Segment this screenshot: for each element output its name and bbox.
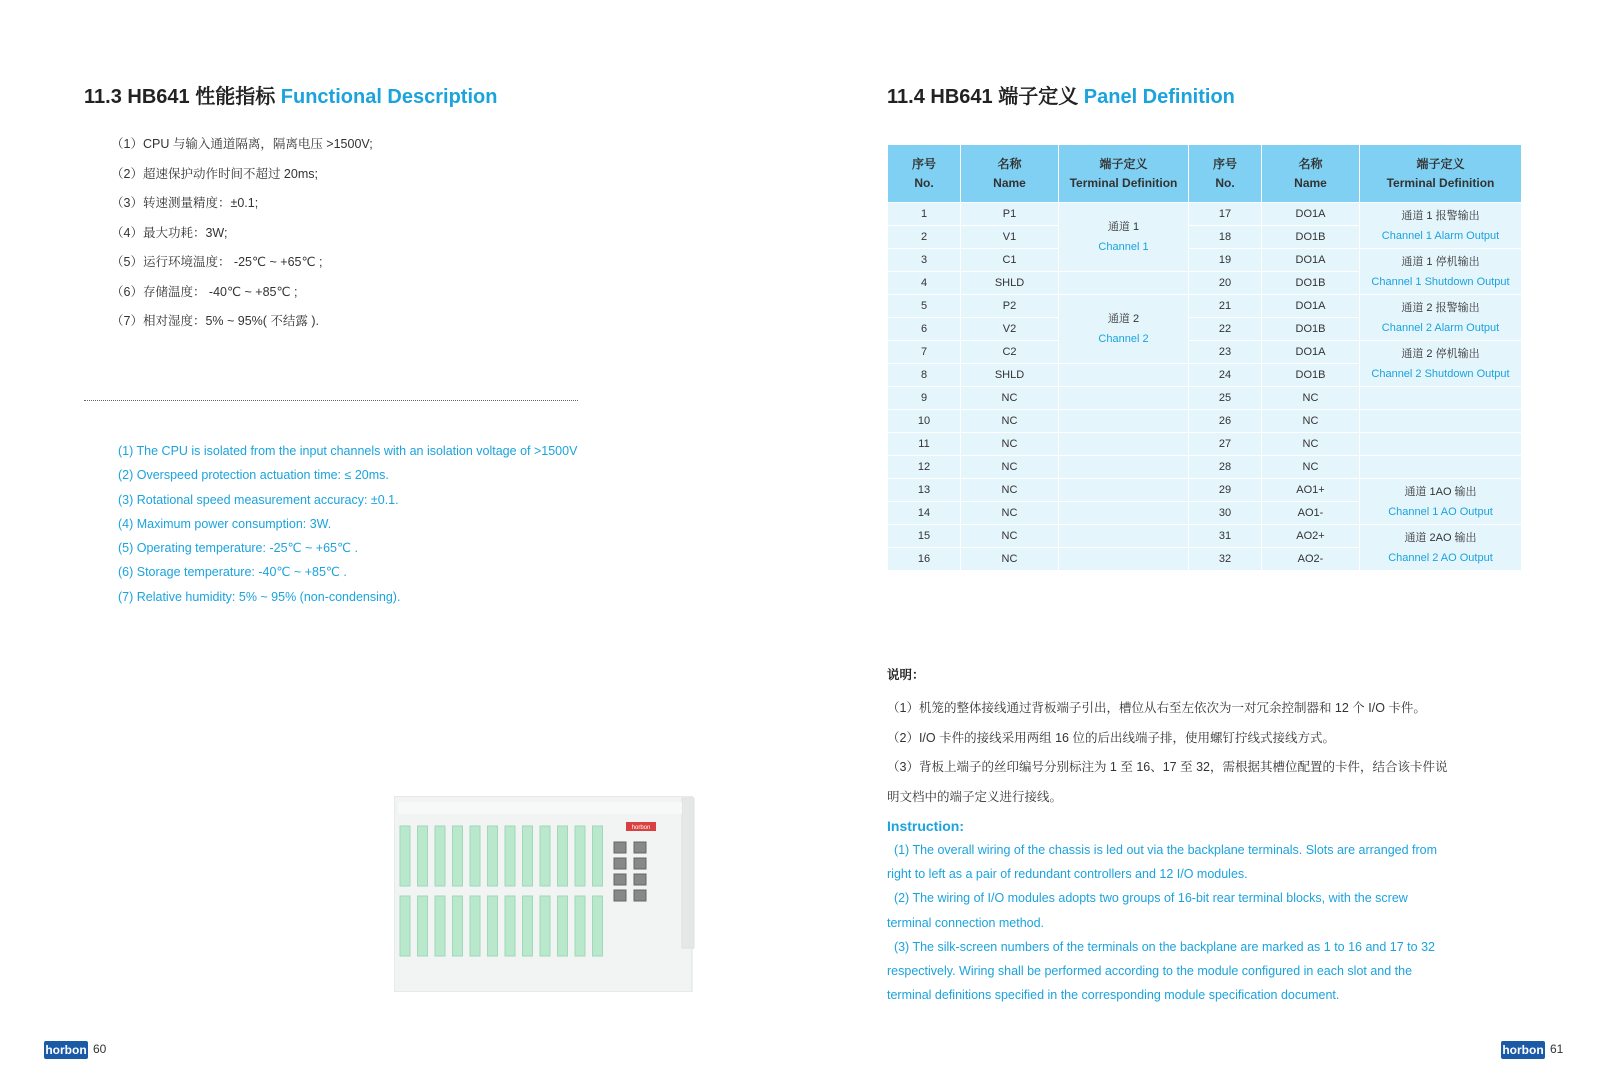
table-row (888, 479, 1522, 502)
left-title-en: Functional Description (280, 86, 498, 108)
cell-definition: 通道 2 Channel 2 (1059, 295, 1189, 364)
device-brand-text: horbon (631, 825, 651, 831)
terminal-block-icon (488, 826, 498, 886)
cell-definition: 通道 1 Channel 1 (1059, 203, 1189, 272)
cell-definition: 通道 2 报警输出 Channel 2 Alarm Output (1360, 295, 1522, 341)
header-definition: 端子定义 Terminal Definition (1059, 145, 1189, 203)
cell-no: 6 (888, 318, 961, 341)
cell-definition: 通道 1 报警输出 Channel 1 Alarm Output (1360, 203, 1522, 249)
cell-name: V1 (961, 226, 1059, 249)
terminal-block-icon (470, 826, 480, 886)
cell-name: AO1- (1262, 502, 1360, 525)
cell-definition-empty (1059, 548, 1189, 571)
cell-name: NC (961, 410, 1059, 433)
note-en: (2) The wiring of I/O modules adopts two groups of 16-bit rear terminal blocks, with the screw (887, 891, 1408, 906)
cell-name: NC (961, 502, 1059, 525)
cell-no: 30 (1189, 502, 1262, 525)
terminal-definition-table (887, 144, 1522, 571)
terminal-block-icon (400, 826, 410, 886)
cell-name: NC (961, 525, 1059, 548)
cell-definition-empty (1059, 502, 1189, 525)
terminal-block-icon (418, 826, 428, 886)
notes-section (887, 665, 1527, 1007)
header-definition: 端子定义 Terminal Definition (1360, 145, 1522, 203)
cell-no: 32 (1189, 548, 1262, 571)
right-section-title (887, 80, 1235, 109)
spec-item-en: (4) Maximum power consumption: 3W. (118, 516, 332, 531)
terminal-block-icon (470, 896, 480, 956)
spec-item-cn: （4）最大功耗：3W; (111, 225, 228, 240)
cell-no: 4 (888, 272, 961, 295)
cell-name: NC (1262, 387, 1360, 410)
spec-item-en: (1) The CPU is isolated from the input channels with an isolation voltage of >1500V (118, 444, 578, 458)
cell-name: DO1B (1262, 272, 1360, 295)
cell-definition-empty (1059, 364, 1189, 387)
terminal-block-icon (505, 826, 515, 886)
cell-no: 20 (1189, 272, 1262, 295)
terminal-block-icon (453, 826, 463, 886)
cell-name: NC (961, 387, 1059, 410)
page-number-right: 61 (1550, 1042, 1564, 1056)
spec-list-cn (111, 137, 373, 344)
terminal-block-icon (435, 826, 445, 886)
cell-name: C1 (961, 249, 1059, 272)
cell-name: NC (1262, 410, 1360, 433)
terminal-block-icon (418, 896, 428, 956)
table-row (888, 387, 1522, 410)
right-title-en: Panel Definition (1083, 86, 1235, 108)
table-row (888, 433, 1522, 456)
terminal-block-icon (488, 896, 498, 956)
dotted-divider (84, 400, 578, 401)
header-name: 名称 Name (1262, 145, 1360, 203)
cell-no: 26 (1189, 410, 1262, 433)
cell-name: AO2+ (1262, 525, 1360, 548)
header-no: 序号 No. (888, 145, 961, 203)
cell-name: DO1B (1262, 364, 1360, 387)
horbon-logo: horbon (1502, 1043, 1544, 1057)
note-cn: （3）背板上端子的丝印编号分别标注为 1 至 16、17 至 32，需根据其槽位配置的卡件，结合该卡件说 (887, 760, 1448, 774)
cell-no: 11 (888, 433, 961, 456)
cell-no: 25 (1189, 387, 1262, 410)
cell-name: NC (961, 433, 1059, 456)
cell-name: NC (961, 548, 1059, 571)
instruction-heading: Instruction: (887, 818, 964, 834)
cell-no: 27 (1189, 433, 1262, 456)
table-row (888, 249, 1522, 272)
terminal-block-icon (505, 896, 515, 956)
cell-name: DO1A (1262, 341, 1360, 364)
cell-name: NC (1262, 433, 1360, 456)
cell-no: 18 (1189, 226, 1262, 249)
cell-no: 12 (888, 456, 961, 479)
note-en: (1) The overall wiring of the chassis is led out via the backplane terminals. Slots are arranged from (887, 843, 1438, 857)
note-cn: 明文档中的端子定义进行接线。 (887, 789, 1063, 804)
spec-item-cn: （7）相对湿度：5% ~ 95%( 不结露 ). (111, 314, 320, 328)
table-row (888, 295, 1522, 318)
terminal-block-icon (400, 896, 410, 956)
table-row (888, 203, 1522, 226)
terminal-block-icon (593, 826, 603, 886)
terminal-block-icon (435, 896, 445, 956)
cell-no: 22 (1189, 318, 1262, 341)
cell-name: NC (961, 456, 1059, 479)
cell-definition: 通道 2 停机输出 Channel 2 Shutdown Output (1360, 341, 1522, 387)
note-cn: （1）机笼的整体接线通过背板端子引出，槽位从右至左依次为一对冗余控制器和 12 个 I/O 卡件。 (887, 701, 1426, 715)
spec-item-cn: （6）存储温度： -40℃ ~ +85℃ ; (111, 284, 298, 299)
header-no: 序号 No. (1189, 145, 1262, 203)
cell-definition-empty (1059, 272, 1189, 295)
note-en: terminal definitions specified in the corresponding module specification document. (887, 988, 1340, 1003)
table-row (888, 341, 1522, 364)
cell-no: 5 (888, 295, 961, 318)
table-row (888, 525, 1522, 548)
table-row (888, 456, 1522, 479)
cell-definition-empty (1059, 387, 1189, 410)
cell-definition-empty (1360, 410, 1522, 433)
cell-name: DO1A (1262, 249, 1360, 272)
terminal-block-icon (453, 896, 463, 956)
spec-item-cn: （2）超速保护动作时间不超过 20ms; (111, 166, 318, 181)
note-en: terminal connection method. (887, 915, 1045, 930)
cell-name: SHLD (961, 272, 1059, 295)
spec-item-en: (6) Storage temperature: -40℃ ~ +85℃ . (118, 565, 347, 580)
cell-name: V2 (961, 318, 1059, 341)
cell-definition: 通道 1AO 输出 Channel 1 AO Output (1360, 479, 1522, 525)
cell-definition-empty (1059, 525, 1189, 548)
spec-item-cn: （5）运行环境温度： -25℃ ~ +65℃ ; (111, 255, 323, 269)
cell-no: 31 (1189, 525, 1262, 548)
cell-no: 7 (888, 341, 961, 364)
spec-item-cn: （3）转速测量精度：±0.1; (111, 196, 259, 210)
cell-definition: 通道 1 停机输出 Channel 1 Shutdown Output (1360, 249, 1522, 295)
cell-definition-empty (1360, 387, 1522, 410)
terminal-block-icon (558, 896, 568, 956)
cell-name: DO1A (1262, 295, 1360, 318)
spec-item-en: (7) Relative humidity: 5% ~ 95% (non-condensing). (118, 589, 401, 604)
cell-definition-empty (1360, 433, 1522, 456)
spec-item-en: (2) Overspeed protection actuation time: ≤ 20ms. (118, 468, 389, 483)
cell-name: NC (1262, 456, 1360, 479)
cell-no: 10 (888, 410, 961, 433)
cell-definition-empty (1059, 479, 1189, 502)
cell-no: 23 (1189, 341, 1262, 364)
note-en: respectively. Wiring shall be performed according to the module configured in each slot and the (887, 964, 1413, 979)
terminal-block-icon (540, 896, 550, 956)
cell-definition-empty (1059, 410, 1189, 433)
table-row (888, 410, 1522, 433)
note-en: (3) The silk-screen numbers of the terminals on the backplane are marked as 1 to 16 and 17 to 32 (887, 939, 1435, 954)
cell-name: DO1B (1262, 318, 1360, 341)
spec-item-en: (5) Operating temperature: -25℃ ~ +65℃ . (118, 541, 358, 556)
cell-no: 3 (888, 249, 961, 272)
spec-item-en: (3) Rotational speed measurement accuracy: ±0.1. (118, 492, 399, 507)
terminal-block-icon (593, 896, 603, 956)
cell-name: SHLD (961, 364, 1059, 387)
cell-no: 9 (888, 387, 961, 410)
cell-name: C2 (961, 341, 1059, 364)
spec-list-en (118, 444, 577, 614)
note-en: right to left as a pair of redundant controllers and 12 I/O modules. (887, 867, 1248, 882)
cell-name: AO1+ (1262, 479, 1360, 502)
cell-no: 19 (1189, 249, 1262, 272)
note-cn: （2）I/O 卡件的接线采用两组 16 位的后出线端子排，使用螺钉拧线式接线方式。 (887, 730, 1335, 745)
header-name: 名称 Name (961, 145, 1059, 203)
cell-no: 24 (1189, 364, 1262, 387)
cell-no: 13 (888, 479, 961, 502)
notes-heading: 说明： (887, 668, 925, 682)
chassis-device-image (394, 796, 697, 992)
table-header-row (888, 145, 1522, 203)
cell-no: 8 (888, 364, 961, 387)
cell-no: 29 (1189, 479, 1262, 502)
page-number-left: 60 (93, 1042, 107, 1056)
terminal-block-icon (575, 896, 585, 956)
terminal-block-icon (540, 826, 550, 886)
left-title-number: 11.3 HB641 性能指标 (84, 86, 276, 108)
cell-name: P2 (961, 295, 1059, 318)
left-section-title (84, 80, 497, 109)
spec-item-cn: （1）CPU 与输入通道隔离，隔离电压 >1500V; (111, 137, 373, 151)
right-title-number: 11.4 HB641 端子定义 (887, 86, 1079, 108)
cell-definition: 通道 2AO 输出 Channel 2 AO Output (1360, 525, 1522, 571)
horbon-logo: horbon (45, 1043, 87, 1057)
cell-name: NC (961, 479, 1059, 502)
cell-no: 15 (888, 525, 961, 548)
terminal-block-icon (575, 826, 585, 886)
cell-no: 21 (1189, 295, 1262, 318)
cell-no: 2 (888, 226, 961, 249)
cell-no: 14 (888, 502, 961, 525)
terminal-block-icon (523, 896, 533, 956)
cell-name: AO2- (1262, 548, 1360, 571)
terminal-block-icon (523, 826, 533, 886)
cell-no: 1 (888, 203, 961, 226)
cell-no: 28 (1189, 456, 1262, 479)
cell-definition-empty (1059, 456, 1189, 479)
cell-definition-empty (1360, 456, 1522, 479)
cell-no: 16 (888, 548, 961, 571)
cell-no: 17 (1189, 203, 1262, 226)
cell-name: DO1A (1262, 203, 1360, 226)
cell-name: P1 (961, 203, 1059, 226)
cell-definition-empty (1059, 433, 1189, 456)
terminal-block-icon (558, 826, 568, 886)
cell-name: DO1B (1262, 226, 1360, 249)
